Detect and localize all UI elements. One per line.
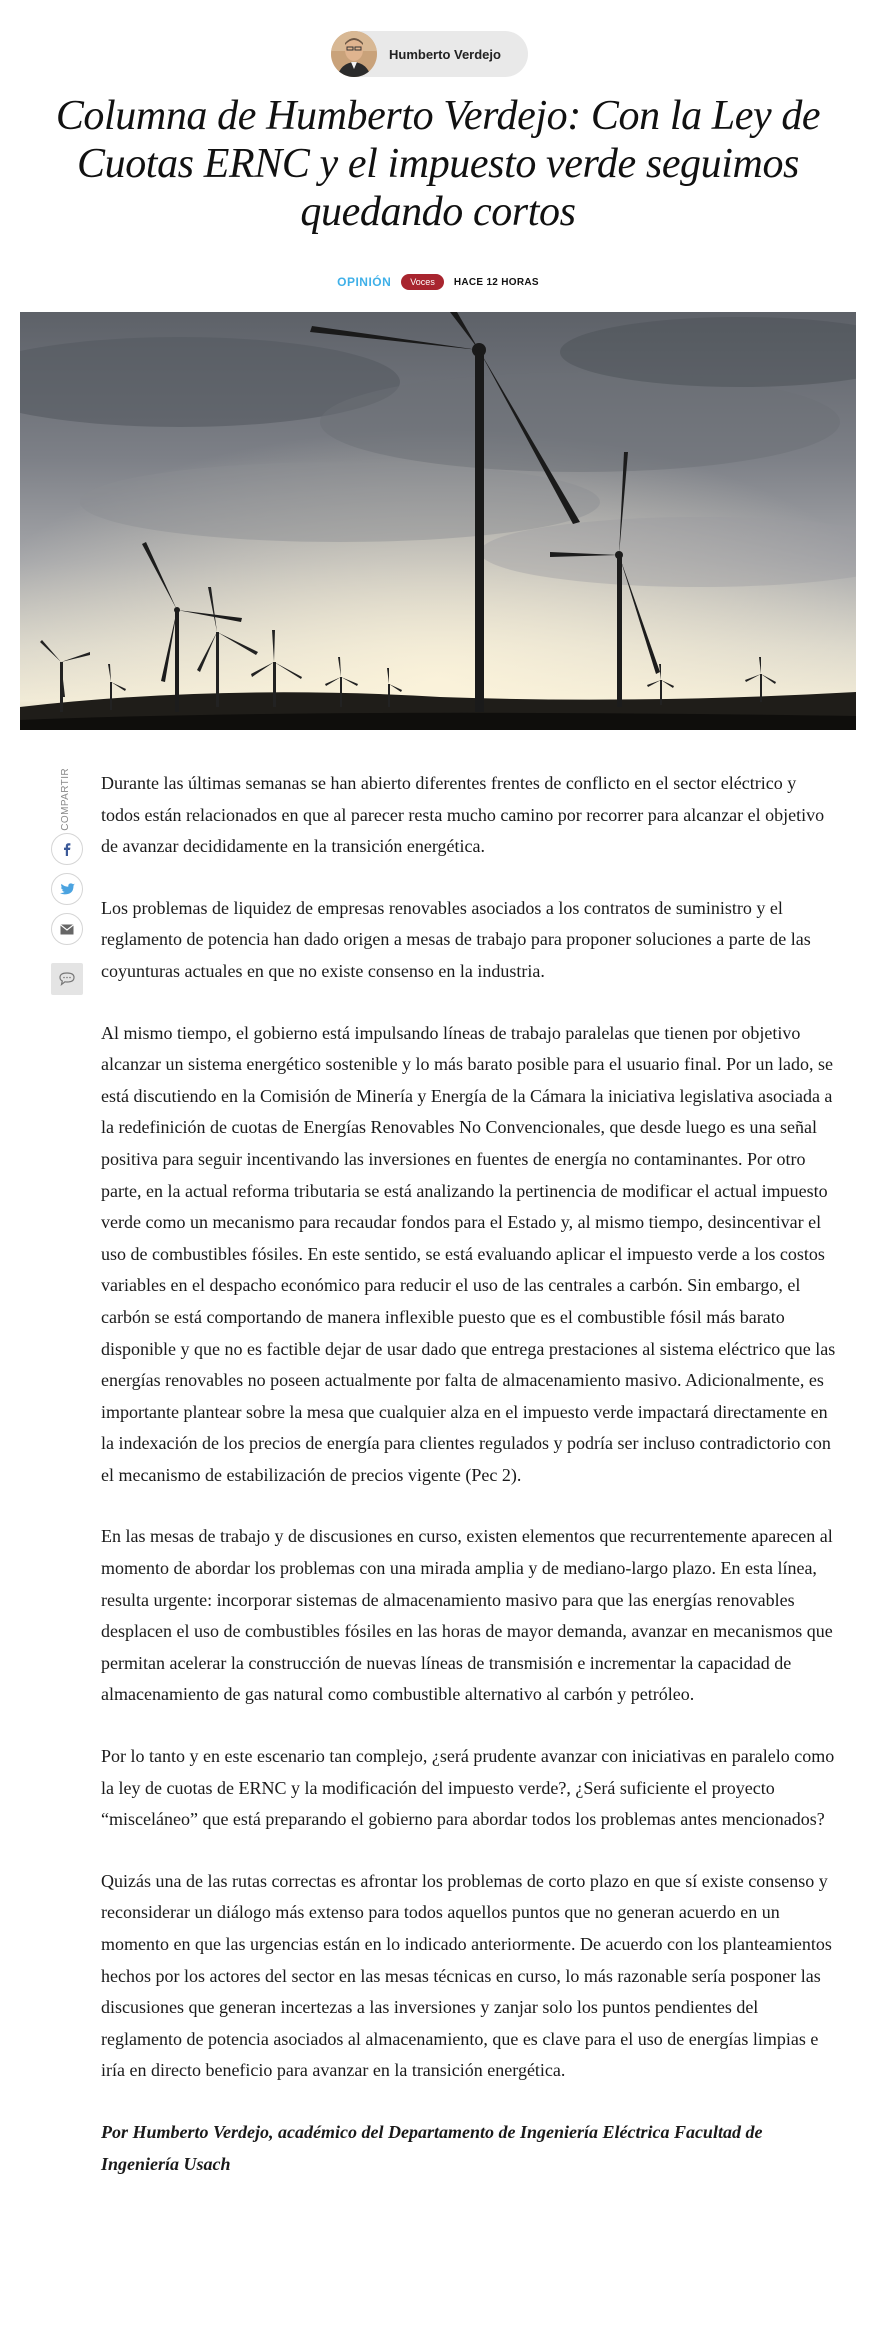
publish-time: HACE 12 HORAS <box>453 276 539 288</box>
twitter-icon <box>60 883 75 896</box>
facebook-share-button[interactable] <box>51 833 83 865</box>
article-paragraph: En las mesas de trabajo y de discusiones en curso, existen elementos que recurrentemente aparecen al momento de abordar los problemas con una mirada amplia y de mediano-largo plazo. En esta línea, resulta urgente: incorporar sistemas de almacenamiento masivo para que las energías renovables desplacen el uso de combustibles fósiles en las horas de mayor demanda, avanzar en mecanismos que permitan acelerar la construcción de nuevas líneas de transmisión e incrementar la capacidad de almacenamiento de gas natural como combustible alternativo al carbón y petróleo. <box>101 1526 833 1705</box>
article-meta <box>0 274 876 290</box>
share-label: COMPARTIR <box>60 768 71 831</box>
facebook-icon <box>60 842 74 856</box>
twitter-share-button[interactable] <box>51 873 83 905</box>
email-icon <box>60 924 74 935</box>
author-pill[interactable] <box>331 31 528 77</box>
article-paragraph: Los problemas de liquidez de empresas renovables asociados a los contratos de suministro y el reglamento de potencia han dado origen a mesas de trabajo para proponer soluciones a parte de las coyunturas actuales en que no existe consenso en la industria. <box>101 897 811 981</box>
article-paragraph: Por lo tanto y en este escenario tan complejo, ¿será prudente avanzar con iniciativas en paralelo como la ley de cuotas de ERNC y la modificación del impuesto verde?, ¿Será suficiente el proyecto “misceláneo” que está preparando el gobierno para abordar todos los problemas antes mencionados? <box>101 1746 835 1830</box>
section-link[interactable]: OPINIÓN <box>337 275 392 289</box>
comment-icon <box>59 972 75 986</box>
article-paragraph: Quizás una de las rutas correctas es afrontar los problemas de corto plazo en que sí existe consenso y reconsiderar un diálogo más extenso para todos aquellos puntos que no generan acuerdo en un momento en que las urgencias están en lo indicado anteriormente. De acuerdo con los planteamientos hechos por los actores del sector en las mesas técnicas en curso, lo más razonable sería posponer las discusiones que generan incertezas a las inversiones y zanjar solo los puntos pendientes del reglamento de potencia asociados al almacenamiento, que es clave para el uso de energías limpias e iría en directo beneficio para avanzar en la transición energética. <box>101 1870 832 2081</box>
voces-badge[interactable]: Voces <box>401 274 444 290</box>
article-paragraph: Durante las últimas semanas se han abierto diferentes frentes de conflicto en el sector eléctrico y todos están relacionados en que al parecer resta mucho camino por recorrer para alcanzar el objetivo de avanzar decididamente en la transición energética. <box>101 773 825 857</box>
author-signature: Por Humberto Verdejo, académico del Departamento de Ingeniería Eléctrica Facultad de Ingeniería Usach <box>101 2121 763 2174</box>
author-avatar <box>331 31 377 77</box>
email-share-button[interactable] <box>51 913 83 945</box>
article-body <box>101 768 836 2210</box>
author-name: Humberto Verdejo <box>389 46 501 62</box>
article-title: Columna de Humberto Verdejo: Con la Ley de Cuotas ERNC y el impuesto verde seguimos quedando cortos <box>55 93 821 235</box>
comment-button[interactable] <box>51 963 83 995</box>
hero-image <box>20 312 856 730</box>
article-paragraph: Al mismo tiempo, el gobierno está impulsando líneas de trabajo paralelas que tienen por objetivo alcanzar un sistema energético sostenible y lo más barato posible para el usuario final. Por un lado, se está discutiendo en la Comisión de Minería y Energía de la Cámara la iniciativa legislativa asociada a la redefinición de cuotas de Energías Renovables No Convencionales, que desde luego es una señal positiva para seguir incentivando las inversiones en fuentes de energía no contaminantes. Por otro parte, en la actual reforma tributaria se está analizando la pertinencia de modificar el actual impuesto verde como un mecanismo para recaudar fondos para el Estado y, al mismo tiempo, desincentivar el uso de combustibles fósiles. En este sentido, se está evaluando aplicar el impuesto verde a los costos variables en el despacho económico para reducir el uso de las centrales a carbón. Sin embargo, el carbón se está comportando de manera inflexible puesto que es el combustible fósil más barato disponible y que no es factible dejar de usar dado que entrega prestaciones al sistema eléctrico que las energías renovables no poseen actualmente por falta de almacenamiento masivo. Adicionalmente, es importante plantear sobre la mesa que cualquier alza en el impuesto verde impactará directamente en la indexación de los precios de energía para clientes regulados y podría ser incluso contradictorio con el mecanismo de estabilización de precios vigente (Pec 2). <box>101 1022 836 1485</box>
